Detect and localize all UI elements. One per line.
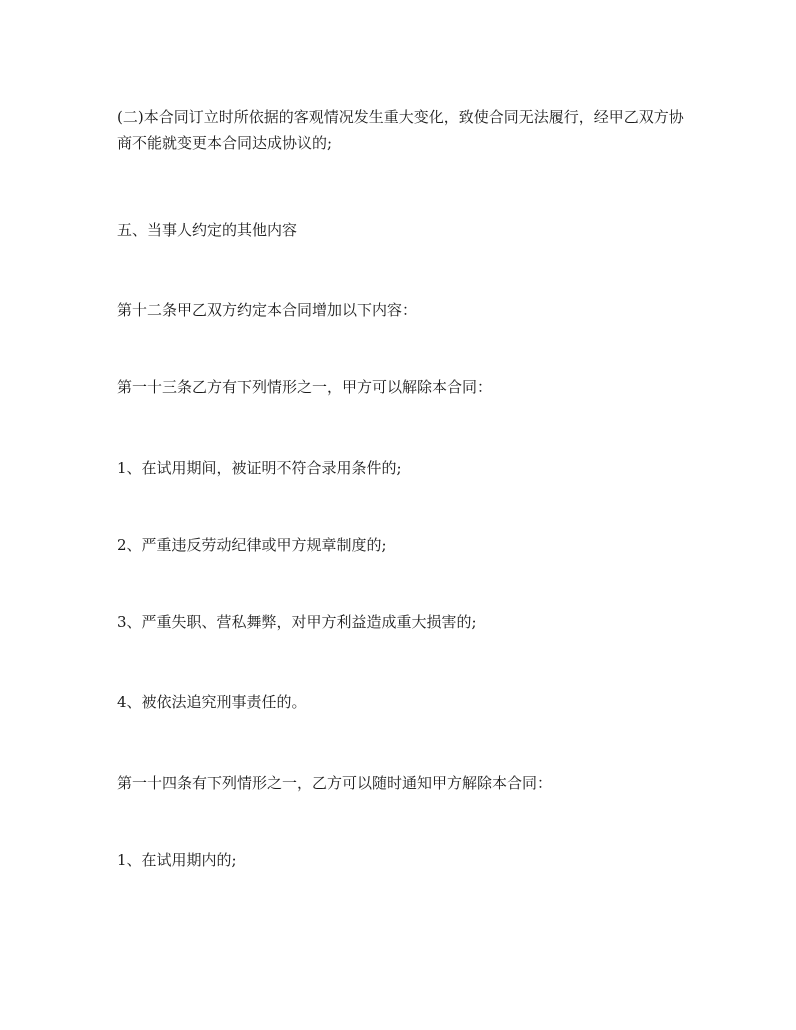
section-heading-other-terms: 五、当事人约定的其他内容	[117, 221, 298, 239]
article-13-item-3: 3、严重失职、营私舞弊，对甲方利益造成重大损害的;	[117, 613, 477, 631]
article-13-item-4: 4、被依法追究刑事责任的。	[117, 693, 307, 711]
paragraph-clause-2: (二)本合同订立时所依据的客观情况发生重大变化，致使合同无法履行，经甲乙双方协商不能就变更本合同达成协议的;	[117, 108, 684, 152]
article-14: 第一十四条有下列情形之一，乙方可以随时通知甲方解除本合同：	[117, 774, 553, 792]
article-13-item-1: 1、在试用期间，被证明不符合录用条件的;	[117, 459, 402, 477]
article-13-item-2: 2、严重违反劳动纪律或甲方规章制度的;	[117, 536, 387, 554]
article-14-item-1: 1、在试用期内的;	[117, 851, 237, 869]
article-12: 第十二条甲乙双方约定本合同增加以下内容：	[117, 301, 418, 319]
article-13: 第一十三条乙方有下列情形之一，甲方可以解除本合同：	[117, 378, 493, 396]
